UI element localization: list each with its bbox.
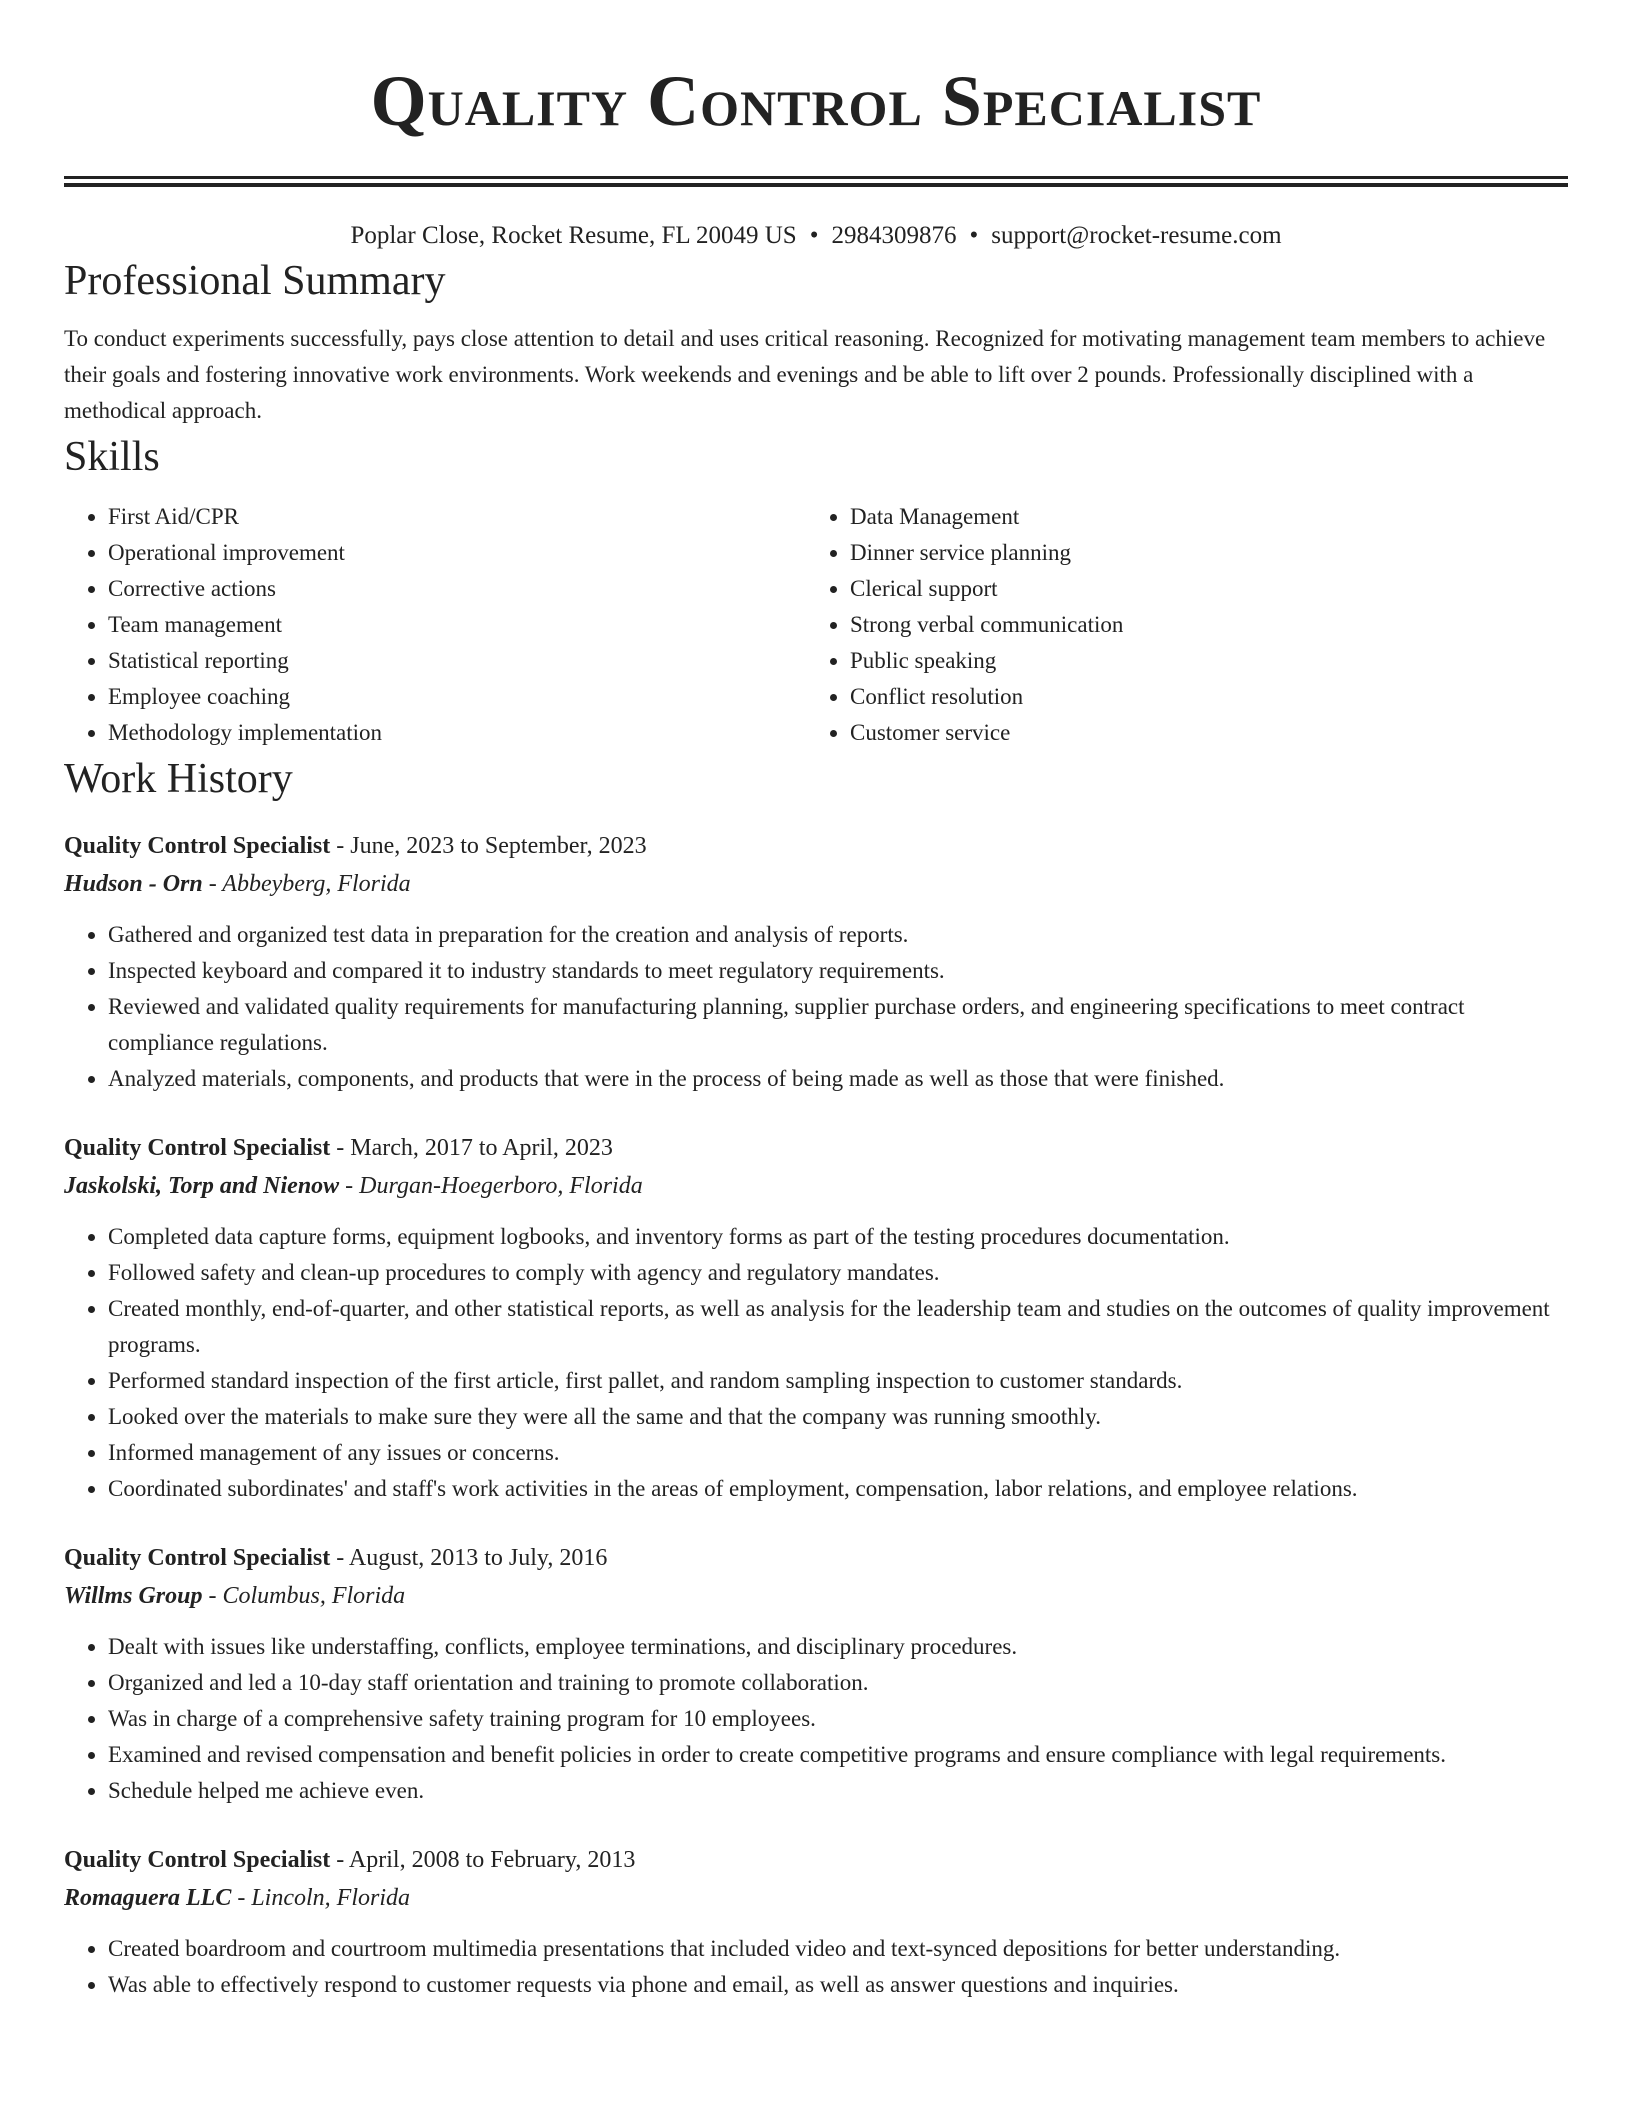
job-bullet: • Analyzed materials, components, and products that were in the process of being made as well as those that were finished. — [108, 1061, 1568, 1097]
skill-item: • Dinner service planning — [850, 535, 1548, 571]
job-location: - Durgan-Hoegerboro, Florida — [339, 1173, 643, 1199]
job-bullet: • Followed safety and clean-up procedures to comply with agency and regulatory mandates. — [108, 1255, 1568, 1291]
job-company-line — [64, 1167, 1568, 1205]
contact-separator: • — [969, 222, 979, 249]
job-entry — [64, 1841, 1568, 2003]
skill-item: • First Aid/CPR — [108, 499, 806, 535]
skill-item: • Public speaking — [850, 643, 1548, 679]
summary-text: To conduct experiments successfully, pays close attention to detail and uses critical reasoning. Recognized for motivating management team members to achieve their goals and fostering innovative work environments. Work weekends and evenings and be able to lift over 2 pounds. Professionally disciplined with a methodical approach. — [64, 326, 1546, 423]
job-bullet: • Completed data capture forms, equipment logbooks, and inventory forms as part of the testing procedures documentation. — [108, 1219, 1568, 1255]
job-bullet: • Dealt with issues like understaffing, conflicts, employee terminations, and disciplinary procedures. — [108, 1629, 1568, 1665]
job-location: - Abbeyberg, Florida — [202, 871, 411, 897]
skill-item: • Clerical support — [850, 571, 1548, 607]
skill-item: • Operational improvement — [108, 535, 806, 571]
job-company-line — [64, 1577, 1568, 1615]
job-entry — [64, 1539, 1568, 1809]
job-location: - Columbus, Florida — [202, 1583, 406, 1609]
skill-item: • Conflict resolution — [850, 679, 1548, 715]
title-divider — [64, 176, 1568, 187]
job-bullet: • Schedule helped me achieve even. — [108, 1773, 1568, 1809]
job-dates: - June, 2023 to September, 2023 — [330, 833, 647, 859]
job-bullet: • Coordinated subordinates' and staff's work activities in the areas of employment, compensation, labor relations, and employee relations. — [108, 1471, 1568, 1507]
job-company: Hudson - Orn — [64, 871, 203, 897]
skill-item: • Methodology implementation — [108, 715, 806, 751]
job-bullet: • Performed standard inspection of the first article, first pallet, and random sampling inspection to customer standards. — [108, 1363, 1568, 1399]
job-company-line — [64, 1879, 1568, 1917]
job-title: Quality Control Specialist — [64, 1135, 331, 1161]
work-history-heading: Work History — [64, 756, 293, 802]
job-company: Romaguera LLC — [64, 1885, 232, 1911]
contact-line — [64, 219, 1568, 253]
contact-address: Poplar Close, Rocket Resume, FL 20049 US — [350, 222, 797, 249]
skill-item: • Customer service — [850, 715, 1548, 751]
skills-list-left — [64, 499, 806, 751]
skill-item: • Employee coaching — [108, 679, 806, 715]
job-bullet: • Examined and revised compensation and benefit policies in order to create competitive programs and ensure compliance with legal requirements. — [108, 1737, 1568, 1773]
contact-separator: • — [809, 222, 819, 249]
job-bullet: • Organized and led a 10-day staff orientation and training to promote collaboration. — [108, 1665, 1568, 1701]
job-bullet: • Gathered and organized test data in preparation for the creation and analysis of reports. — [108, 917, 1568, 953]
job-company: Willms Group — [64, 1583, 203, 1609]
skill-item: • Statistical reporting — [108, 643, 806, 679]
job-title: Quality Control Specialist — [64, 1847, 331, 1873]
skill-item: • Strong verbal communication — [850, 607, 1548, 643]
job-location: - Lincoln, Florida — [231, 1885, 411, 1911]
skill-item: • Data Management — [850, 499, 1548, 535]
job-entry — [64, 1129, 1568, 1507]
job-dates: - August, 2013 to July, 2016 — [330, 1545, 608, 1571]
job-dates: - April, 2008 to February, 2013 — [330, 1847, 636, 1873]
job-bullets — [64, 917, 1568, 1097]
job-entry — [64, 827, 1568, 1097]
job-bullets — [64, 1931, 1568, 2003]
job-bullet: • Reviewed and validated quality requirements for manufacturing planning, supplier purchase orders, and engineering specifications to meet contract compliance regulations. — [108, 989, 1568, 1061]
job-bullet: • Created monthly, end-of-quarter, and other statistical reports, as well as analysis for the leadership team and studies on the outcomes of quality improvement programs. — [108, 1291, 1568, 1363]
job-title-line — [64, 1539, 1568, 1577]
job-bullets — [64, 1629, 1568, 1809]
job-bullet: • Was able to effectively respond to customer requests via phone and email, as well as answer questions and inquiries. — [108, 1967, 1568, 2003]
job-title: Quality Control Specialist — [64, 1545, 331, 1571]
job-bullet: • Inspected keyboard and compared it to industry standards to meet regulatory requirements. — [108, 953, 1568, 989]
job-bullet: • Looked over the materials to make sure they were all the same and that the company was running smoothly. — [108, 1399, 1568, 1435]
skills-list-right — [806, 499, 1548, 751]
job-title: Quality Control Specialist — [64, 833, 331, 859]
contact-email: support@rocket-resume.com — [991, 222, 1282, 249]
resume-title: Quality Control Specialist — [370, 61, 1262, 141]
contact-phone: 2984309876 — [831, 222, 957, 249]
skill-item: • Corrective actions — [108, 571, 806, 607]
skills-heading: Skills — [64, 434, 160, 480]
job-title-line — [64, 1129, 1568, 1167]
summary-heading: Professional Summary — [64, 258, 446, 304]
job-dates: - March, 2017 to April, 2023 — [330, 1135, 613, 1161]
skill-item: • Team management — [108, 607, 806, 643]
job-bullet: • Created boardroom and courtroom multimedia presentations that included video and text-synced depositions for better understanding. — [108, 1931, 1568, 1967]
job-title-line — [64, 1841, 1568, 1879]
skills-columns — [64, 499, 1568, 751]
job-bullet: • Was in charge of a comprehensive safety training program for 10 employees. — [108, 1701, 1568, 1737]
job-company-line — [64, 865, 1568, 903]
job-bullets — [64, 1219, 1568, 1507]
job-company: Jaskolski, Torp and Nienow — [64, 1173, 340, 1199]
job-title-line — [64, 827, 1568, 865]
job-bullet: • Informed management of any issues or concerns. — [108, 1435, 1568, 1471]
